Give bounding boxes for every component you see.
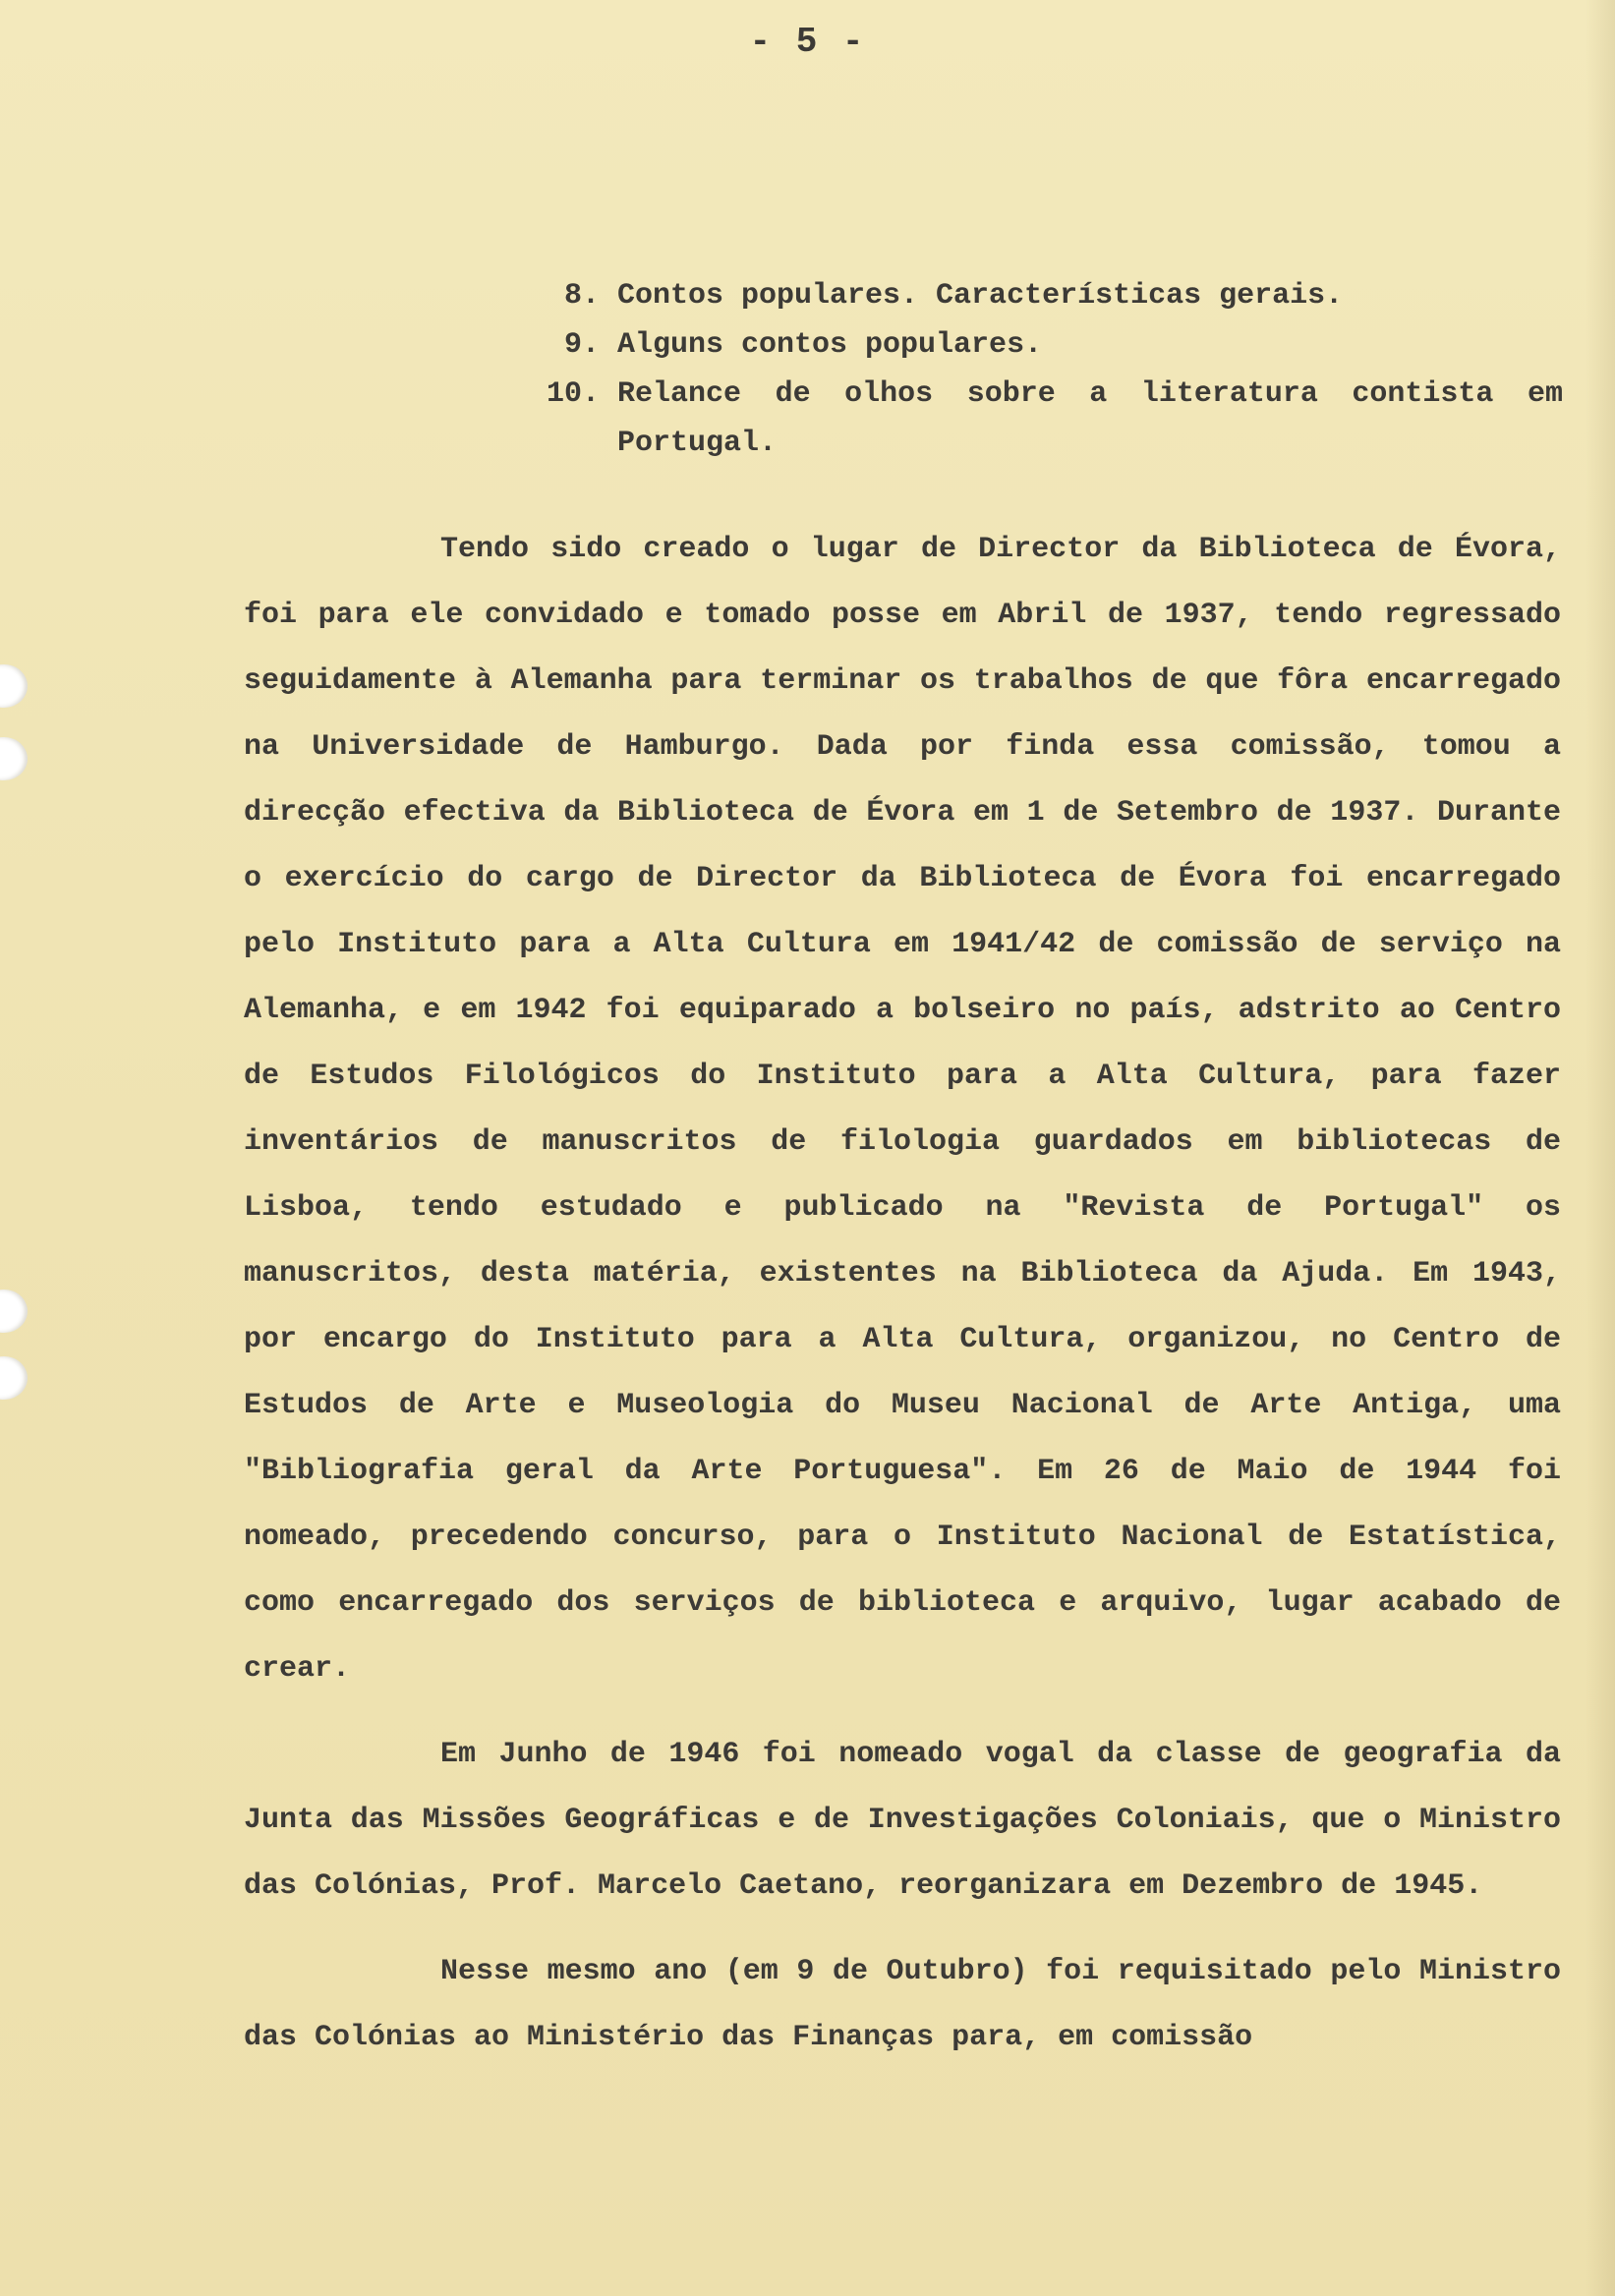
punch-hole [0, 737, 28, 780]
paragraph: Nesse mesmo ano (em 9 de Outubro) foi requisitado pelo Ministro das Colónias ao Ministério das Finanças para, em comissão [244, 1955, 1561, 2054]
toc-item-number: 8. [563, 279, 600, 313]
punch-hole [0, 664, 28, 708]
toc-item [521, 271, 1563, 320]
toc-item-number: 10. [546, 377, 600, 411]
paragraph: Tendo sido creado o lugar de Director da Biblioteca de Évora, foi para ele convidado e tomado posse em Abril de 1937, tendo regressado seguidamente à Alemanha para terminar os trabalhos de que fôra encarregado na Universidade de Hamburgo. Dada por finda essa comissão, tomou a direcção efectiva da Biblioteca de Évora em 1 de Setembro de 1937. Durante o exercício do cargo de Director da Biblioteca de Évora foi encarregado pelo Instituto para a Alta Cultura em 1941/42 de comissão de serviço na Alemanha, e em 1942 foi equiparado a bolseiro no país, adstrito ao Centro de Estudos Filológicos do Instituto para a Alta Cultura, para fazer inventários de manuscritos de filologia guardados em bibliotecas de Lisboa, tendo estudado e publicado na "Revista de Portugal" os manuscritos, desta matéria, existentes na Biblioteca da Ajuda. Em 1943, por encargo do Instituto para a Alta Cultura, organizou, no Centro de Estudos de Arte e Museologia do Museu Nacional de Arte Antiga, uma "Bibliografia geral da Arte Portuguesa". Em 26 de Maio de 1944 foi nomeado, precedendo concurso, para o Instituto Nacional de Estatística, como encarregado dos serviços de biblioteca e arquivo, lugar acabado de crear. [244, 533, 1561, 1686]
body-text [244, 517, 1561, 2071]
page-edge-shadow [1586, 0, 1615, 2296]
toc-item-text: Contos populares. Características gerais. [617, 279, 1344, 313]
toc-list [521, 271, 1563, 468]
toc-item-number: 9. [563, 328, 600, 362]
paragraph: Em Junho de 1946 foi nomeado vogal da classe de geografia da Junta das Missões Geográficas e de Investigações Coloniais, que o Ministro das Colónias, Prof. Marcelo Caetano, reorganizara em Dezembro de 1945. [244, 1738, 1561, 1903]
page-number: - 5 - [749, 22, 866, 62]
punch-hole [0, 1290, 28, 1333]
toc-item [521, 370, 1563, 468]
punch-hole [0, 1356, 28, 1400]
toc-item-text: Alguns contos populares. [617, 328, 1043, 362]
toc-item-text: Relance de olhos sobre a literatura contista em Portugal. [617, 377, 1563, 460]
toc-item [521, 320, 1563, 370]
